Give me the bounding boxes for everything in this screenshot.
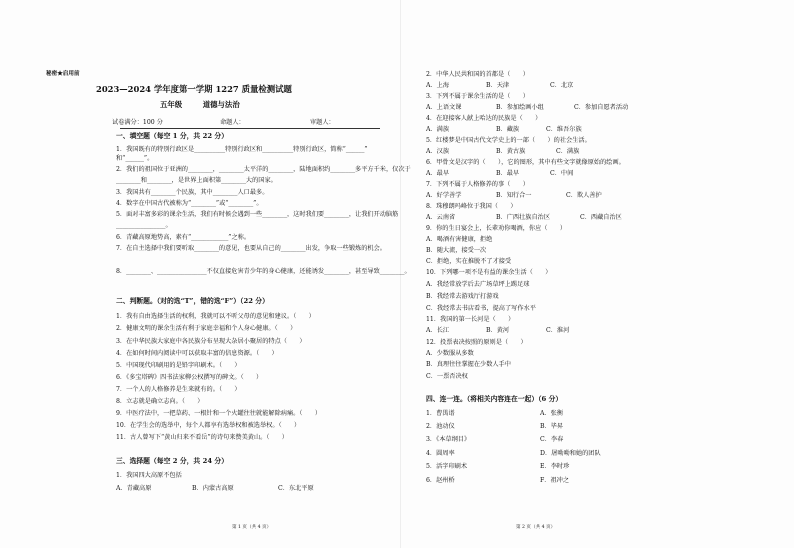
match-left-item: 5．活字印刷术 [426, 463, 468, 470]
choice-option: B．随大流，接受一次 [426, 247, 487, 254]
choice-option: B．广西壮族自治区 [496, 214, 551, 221]
fill-line: 2．我们的祖国位于亚洲的________，________太平洋的________，陆地面积约________多平方千米，仅次于 [116, 166, 411, 173]
judge-item: 1．我有自由选择生活的权利，我就可以不听父母的意见和建议。（ ） [116, 313, 315, 320]
choice-option: C．满族 [556, 148, 580, 155]
choice-stem: 3．下列不属于课余生活的是（ ） [426, 93, 529, 100]
section-3-heading: 三、选择题（每空 2 分，共 24 分） [116, 457, 229, 465]
choice-option: C．维吾尔族 [546, 126, 582, 133]
choice-option: A．云南省 [426, 214, 456, 221]
choice-option: B．我经常去游戏厅打游戏 [426, 293, 499, 300]
choice-option: B．知行合一 [496, 192, 532, 199]
choice-stem: 12．投票表决按照的原则是（ ） [426, 339, 527, 346]
choice-option: B．藏族 [496, 126, 520, 133]
choice-option: C．东北平原 [278, 485, 314, 492]
judge-item: 11．古人曾写下“黄山归来不看岳”的诗句来赞美黄山。（ ） [116, 434, 288, 441]
choice-option: B．黄古族 [496, 148, 526, 155]
judge-item: 2．健康文明的课余生活有利于家庭幸福和个人身心健康。（ ） [116, 325, 297, 332]
judge-item: 3．在中华民族大家庭中各民族分布呈现大杂居小聚居的特点（ ） [116, 338, 306, 345]
choice-option: C．中间 [550, 170, 574, 177]
match-right-item: E．李时珍 [540, 463, 570, 470]
choice-option: A．满族 [426, 126, 450, 133]
reviewer-info: 审题人： [310, 119, 335, 126]
choice-option: C．欺人善护 [566, 192, 602, 199]
judge-item: 10．在学生会的选举中，每个人都享有选举权和被选举权。（ ） [116, 422, 301, 429]
choice-option: A．少数服从多数 [426, 350, 474, 357]
exam-subtitle: 五年级 道德与法治 [160, 100, 240, 109]
choice-stem: 7．下列不属于人格修养的事（ ） [426, 181, 529, 188]
choice-option: A．青藏高原 [116, 485, 152, 492]
choice-option: B．内蒙古高原 [192, 485, 234, 492]
choice-option: C．参加自愿者活动 [574, 104, 629, 111]
secret-label: 秘密★启用前 [46, 71, 80, 77]
fill-line: ________和________，是世界上面积第________大的国家。 [116, 177, 277, 184]
choice-option: B．黄河 [486, 327, 510, 334]
choice-stem: 9．你的生日宴会上，长辈劝你喝酒，你应（ ） [426, 225, 567, 232]
choice-option: A．上海 [426, 82, 450, 89]
match-left-item: 6．赵州桥 [426, 477, 455, 484]
choice-stem: 10．下列哪一项不是有益的课余生活（ ） [426, 269, 552, 276]
choice-option: B．参加绘画小组 [496, 104, 544, 111]
judge-item: 6．《多宝塔碑》四书法家柳公权撰写的碑文。（ ） [116, 374, 263, 381]
judge-item: 7．一个人的人格修养是生来就有的。（ ） [116, 386, 241, 393]
match-left-item: 2．池动仪 [426, 423, 455, 430]
fill-line: 1．我国既有的特别行政区是__________特别行政区和__________特别行政区，简称“______” [116, 146, 368, 153]
choice-option: A．长江 [426, 327, 450, 334]
fill-line: ________________。 [116, 222, 172, 229]
choice-option: A．最早 [426, 170, 450, 177]
section-1-heading: 一、填空题（每空 1 分，共 22 分） [116, 132, 229, 140]
score-info: 试卷满分：100 分 [112, 119, 163, 126]
exam-title: 2023—2024 学年度第一学期 1227 质量检测试题 [96, 84, 292, 94]
header-rule [120, 128, 380, 129]
judge-item: 9．中医疗法中，一把草药、一根针和一个火罐往往就能解除病痛。（ ） [116, 410, 322, 417]
choice-stem: 8．珠穆朗玛峰位于我国（ ） [426, 203, 517, 210]
fill-line: 3．我国共有________个民族，其中________人口最多。 [116, 189, 269, 196]
judge-item: 8．立志就是确立志向。（ ） [116, 398, 204, 405]
choice-option: C．北京 [550, 82, 574, 89]
fill-line: 和“______”。 [116, 155, 154, 162]
fill-line: 4．数字在中国古代被称为“________”或“________”。 [116, 200, 263, 207]
judge-item: 5．中国现代印刷用的是铅字印刷术。（ ） [116, 362, 241, 369]
choice-stem: 4．在迎接客人献上哈达的民族是（ ） [426, 115, 542, 122]
section-2-heading: 二、判断题。（对的选“T”，错的选“F”）（22 分） [116, 297, 269, 305]
choice-stem: 5．红楼梦是中国古代文学史上的一部（ ）的社会生活。 [426, 137, 591, 144]
choice-stem: 6．甲骨文是汉字的（ ），它的图形，其中有些文字就像原始的绘画。 [426, 159, 625, 166]
fill-line: 8．________、________________不仅直接危害青少年的身心健康，还能诱发________，甚至导致________。 [116, 268, 411, 275]
fill-line: 7．在自主选择中我们要听取________的意见，也要从自己的________出发，争取一些锻炼的机会。 [116, 245, 386, 252]
choice-option: C．我经常去书店看书，提高了写作水平 [426, 305, 536, 312]
choice-option: B．最早 [496, 170, 520, 177]
match-right-item: C．李春 [540, 436, 564, 443]
match-right-item: B．毕昇 [540, 423, 564, 430]
section-4-heading: 四、连一连。（将相关内容连在一起）（6 分） [426, 395, 563, 403]
fill-line: 5．面对丰富多彩的课余生活，我们有时候会遇到一些________，这时我们要________，让我们开动脑筋 [116, 211, 399, 218]
choice-option: C．西藏自治区 [580, 214, 622, 221]
choice-option: A．上语文课 [426, 104, 462, 111]
choice-option: A．好学善学 [426, 192, 462, 199]
choice-option: C．淮河 [546, 327, 570, 334]
choice-option: A．我经常放学后去广场草坪上踢足球 [426, 281, 530, 288]
page-footer-1: 第 1 页（共 4 页） [232, 525, 272, 530]
choice-stem: 11．我国的第一长河是（ ） [426, 316, 515, 323]
fill-line: 6．青藏高原地势高，素有“____________”之称。 [116, 234, 251, 241]
setter-info: 命题人： [220, 119, 245, 126]
choice-option: B．天津 [486, 82, 510, 89]
match-right-item: D．屠呦呦和她的团队 [540, 450, 601, 457]
choice-stem: 2．中华人民共和国的首都是（ ） [426, 71, 529, 78]
choice-option: B．真理往往掌握在少数人手中 [426, 361, 511, 368]
match-left-item: 4．圆周率 [426, 450, 455, 457]
match-left-item: 3．《本草纲目》 [426, 436, 471, 443]
choice-option: A．汉族 [426, 148, 450, 155]
choice-option: C．拒绝，实在推脱不了才接受 [426, 258, 512, 265]
judge-item: 4．在如何时间内阅读中可以获取丰富的信息资源。（ ） [116, 350, 278, 357]
match-right-item: A．张衡 [540, 410, 564, 417]
match-left-item: 1．曹禺谱 [426, 410, 455, 417]
page-footer-2: 第 2 页（共 4 页） [516, 525, 556, 530]
choice-stem: 1．我国四大高原不包括 [116, 472, 182, 479]
choice-option: C．一票否决权 [426, 373, 468, 380]
match-right-item: F．祖冲之 [540, 477, 570, 484]
choice-option: A．喝酒有害健康，拒绝 [426, 236, 493, 243]
